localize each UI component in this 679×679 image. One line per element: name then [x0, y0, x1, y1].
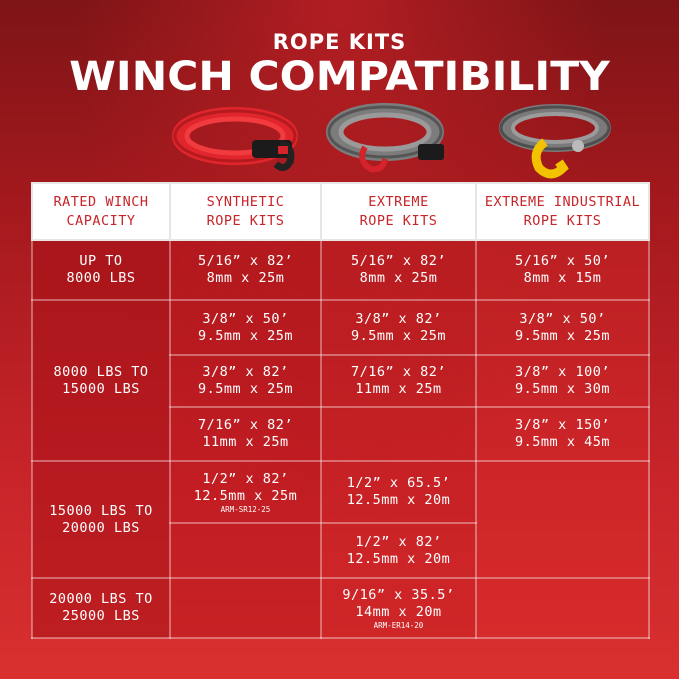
size-metric: 12.5mm x 25m [193, 487, 298, 504]
compatibility-table [31, 182, 650, 639]
size-imperial: 3/8” x 82’ [202, 364, 289, 380]
extreme-cell [321, 240, 476, 300]
synthetic-cell [170, 461, 321, 523]
synthetic-cell [170, 300, 321, 355]
capacity-cell [32, 300, 170, 461]
size-imperial: 3/8” x 50’ [519, 310, 606, 327]
header-synthetic [170, 183, 321, 240]
part-number: ARM-ER14-20 [373, 620, 424, 630]
size-metric: 8mm x 25m [206, 270, 285, 286]
table-row [32, 240, 649, 300]
page-subtitle: ROPE KITS [272, 30, 407, 54]
size-metric: 9.5mm x 25m [515, 327, 610, 344]
page-title: WINCH COMPATIBILITY [69, 54, 610, 100]
size-metric: 9.5mm x 25m [351, 327, 446, 344]
capacity-line2: 25000 LBS [62, 608, 140, 624]
extreme-cell [321, 461, 476, 523]
capacity-line2: 15000 LBS [62, 380, 140, 397]
header-extreme-line1: EXTREME [368, 193, 429, 210]
size-imperial: 5/16” x 82’ [198, 253, 293, 269]
synthetic-cell [170, 355, 321, 407]
capacity-cell [32, 578, 170, 638]
size-metric: 9.5mm x 25m [198, 381, 293, 397]
size-metric: 9.5mm x 25m [198, 327, 293, 344]
industrial-cell-empty [476, 461, 649, 578]
size-metric: 12.5mm x 20m [346, 550, 451, 567]
capacity-line1: 8000 LBS TO [53, 363, 149, 380]
capacity-line2: 8000 LBS [66, 270, 136, 286]
size-imperial: 5/16” x 50’ [515, 253, 610, 269]
industrial-cell [476, 300, 649, 355]
size-imperial: 1/2” x 82’ [355, 533, 442, 550]
size-imperial: 5/16” x 82’ [351, 253, 446, 269]
header-industrial [476, 183, 649, 240]
header-synthetic-line1: SYNTHETIC [206, 193, 285, 210]
size-imperial: 3/8” x 50’ [202, 310, 289, 327]
rope-images [0, 102, 679, 180]
header-industrial-line2: ROPE KITS [523, 212, 602, 229]
header-extreme [321, 183, 476, 240]
size-imperial: 1/2” x 82’ [202, 470, 289, 487]
size-imperial: 1/2” x 65.5’ [346, 475, 451, 491]
size-imperial: 3/8” x 100’ [515, 364, 610, 380]
size-metric: 9.5mm x 30m [515, 381, 610, 397]
extreme-cell [321, 355, 476, 407]
extreme-cell-empty [321, 407, 476, 461]
synthetic-cell-empty [170, 578, 321, 638]
industrial-cell [476, 407, 649, 461]
table-row [32, 300, 649, 355]
header-capacity-line2: CAPACITY [66, 212, 136, 229]
capacity-cell [32, 240, 170, 300]
capacity-line1: UP TO [79, 253, 123, 269]
size-metric: 11mm x 25m [202, 434, 289, 450]
capacity-line2: 20000 LBS [62, 519, 140, 536]
size-metric: 11mm x 25m [355, 381, 442, 397]
table-row [32, 461, 649, 523]
size-imperial: 9/16” x 35.5’ [342, 586, 455, 603]
size-metric: 8mm x 15m [523, 270, 602, 286]
size-imperial: 7/16” x 82’ [198, 417, 293, 433]
size-metric: 14mm x 20m [355, 603, 442, 620]
capacity-line1: 15000 LBS TO [49, 502, 153, 519]
capacity-cell [32, 461, 170, 578]
extreme-cell [321, 300, 476, 355]
extreme-cell [321, 523, 476, 578]
part-number: ARM-SR12-25 [220, 504, 271, 514]
size-imperial: 3/8” x 150’ [515, 417, 610, 433]
industrial-cell [476, 240, 649, 300]
header-extreme-line2: ROPE KITS [359, 212, 438, 229]
industrial-cell [476, 355, 649, 407]
gray-industrial-rope-image [501, 107, 609, 174]
synthetic-cell [170, 240, 321, 300]
header-industrial-line1: EXTREME INDUSTRIAL [484, 193, 641, 210]
synthetic-cell [170, 407, 321, 461]
gray-extreme-rope-image [329, 107, 444, 169]
size-metric: 8mm x 25m [359, 270, 438, 286]
header-capacity [32, 183, 170, 240]
extreme-cell [321, 578, 476, 638]
header-synthetic-line2: ROPE KITS [206, 212, 285, 229]
header-capacity-line1: RATED WINCH [53, 193, 149, 210]
capacity-line1: 20000 LBS TO [49, 591, 153, 607]
size-metric: 9.5mm x 45m [515, 434, 610, 450]
industrial-cell-empty [476, 578, 649, 638]
size-imperial: 7/16” x 82’ [351, 364, 446, 380]
red-synthetic-rope-image [175, 111, 295, 168]
size-metric: 12.5mm x 20m [346, 492, 451, 508]
size-imperial: 3/8” x 82’ [355, 310, 442, 327]
table-row [32, 578, 649, 638]
synthetic-cell-empty [170, 523, 321, 578]
